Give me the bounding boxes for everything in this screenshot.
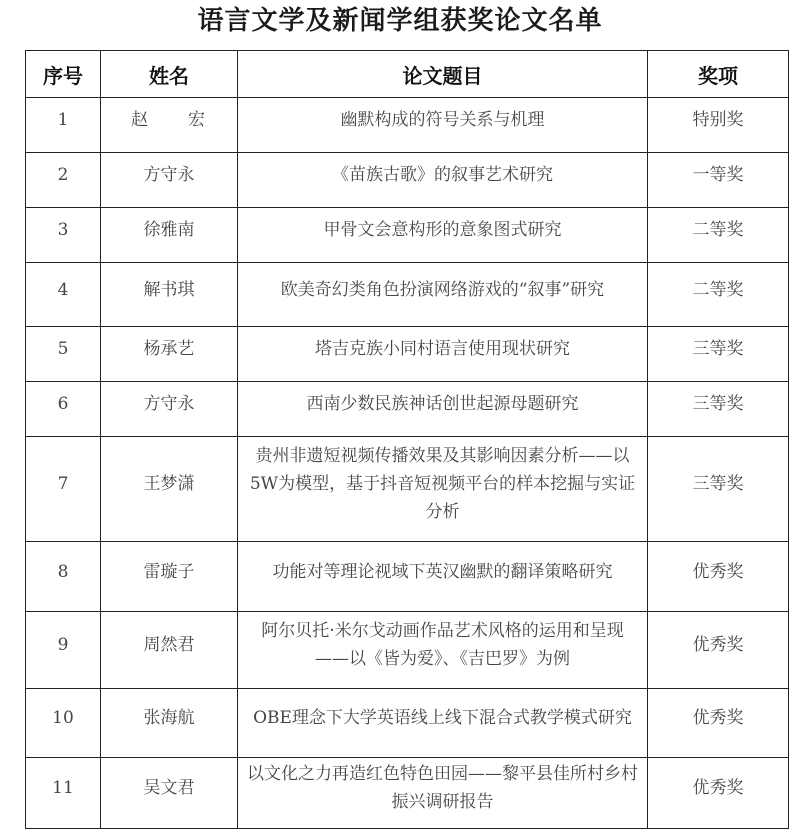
table-row xyxy=(26,758,789,829)
table-row xyxy=(26,612,789,689)
cell-title: 西南少数民族神话创世起源母题研究 xyxy=(238,382,648,437)
cell-award: 优秀奖 xyxy=(648,542,789,612)
cell-no: 1 xyxy=(26,98,101,153)
cell-title: 《苗族古歌》的叙事艺术研究 xyxy=(238,153,648,208)
cell-award: 三等奖 xyxy=(648,437,789,542)
cell-title: 欧美奇幻类角色扮演网络游戏的“叙事”研究 xyxy=(238,263,648,327)
header-no: 序号 xyxy=(26,51,101,98)
table-row xyxy=(26,208,789,263)
cell-name: 方守永 xyxy=(101,382,238,437)
cell-award: 三等奖 xyxy=(648,382,789,437)
cell-award: 一等奖 xyxy=(648,153,789,208)
cell-name: 方守永 xyxy=(101,153,238,208)
cell-award: 特别奖 xyxy=(648,98,789,153)
cell-award: 三等奖 xyxy=(648,327,789,382)
cell-name: 雷璇子 xyxy=(101,542,238,612)
cell-award: 优秀奖 xyxy=(648,612,789,689)
cell-award: 二等奖 xyxy=(648,208,789,263)
cell-title: 阿尔贝托·米尔戈动画作品艺术风格的运用和呈现——以《皆为爱》、《吉巴罗》为例 xyxy=(238,612,648,689)
table-row xyxy=(26,263,789,327)
table-row xyxy=(26,542,789,612)
table-row xyxy=(26,382,789,437)
cell-no: 7 xyxy=(26,437,101,542)
cell-no: 6 xyxy=(26,382,101,437)
cell-title: 幽默构成的符号关系与机理 xyxy=(238,98,648,153)
header-name: 姓名 xyxy=(101,51,238,98)
table-row xyxy=(26,98,789,153)
cell-name: 赵 宏 xyxy=(101,98,238,153)
table-row xyxy=(26,153,789,208)
cell-title: 贵州非遗短视频传播效果及其影响因素分析——以5W为模型，基于抖音短视频平台的样本挖掘与实证分析 xyxy=(238,437,648,542)
award-list-table xyxy=(25,50,789,829)
cell-no: 3 xyxy=(26,208,101,263)
cell-name: 解书琪 xyxy=(101,263,238,327)
header-award: 奖项 xyxy=(648,51,789,98)
cell-title: OBE理念下大学英语线上线下混合式教学模式研究 xyxy=(238,689,648,758)
cell-title: 塔吉克族小同村语言使用现状研究 xyxy=(238,327,648,382)
header-title: 论文题目 xyxy=(238,51,648,98)
document-title: 语言文学及新闻学组获奖论文名单 xyxy=(197,6,603,36)
cell-name: 周然君 xyxy=(101,612,238,689)
cell-award: 优秀奖 xyxy=(648,689,789,758)
cell-title: 功能对等理论视域下英汉幽默的翻译策略研究 xyxy=(238,542,648,612)
cell-name: 吴文君 xyxy=(101,758,238,829)
cell-award: 优秀奖 xyxy=(648,758,789,829)
cell-title: 以文化之力再造红色特色田园——黎平县佳所村乡村振兴调研报告 xyxy=(238,758,648,829)
table-row xyxy=(26,327,789,382)
cell-name: 徐雅南 xyxy=(101,208,238,263)
cell-no: 2 xyxy=(26,153,101,208)
cell-no: 10 xyxy=(26,689,101,758)
cell-name: 王梦潇 xyxy=(101,437,238,542)
table-header-row xyxy=(26,51,789,98)
cell-no: 5 xyxy=(26,327,101,382)
cell-no: 4 xyxy=(26,263,101,327)
cell-name: 杨承艺 xyxy=(101,327,238,382)
cell-no: 9 xyxy=(26,612,101,689)
cell-name: 张海航 xyxy=(101,689,238,758)
table-row xyxy=(26,689,789,758)
cell-no: 11 xyxy=(26,758,101,829)
cell-no: 8 xyxy=(26,542,101,612)
cell-award: 二等奖 xyxy=(648,263,789,327)
cell-title: 甲骨文会意构形的意象图式研究 xyxy=(238,208,648,263)
table-row xyxy=(26,437,789,542)
